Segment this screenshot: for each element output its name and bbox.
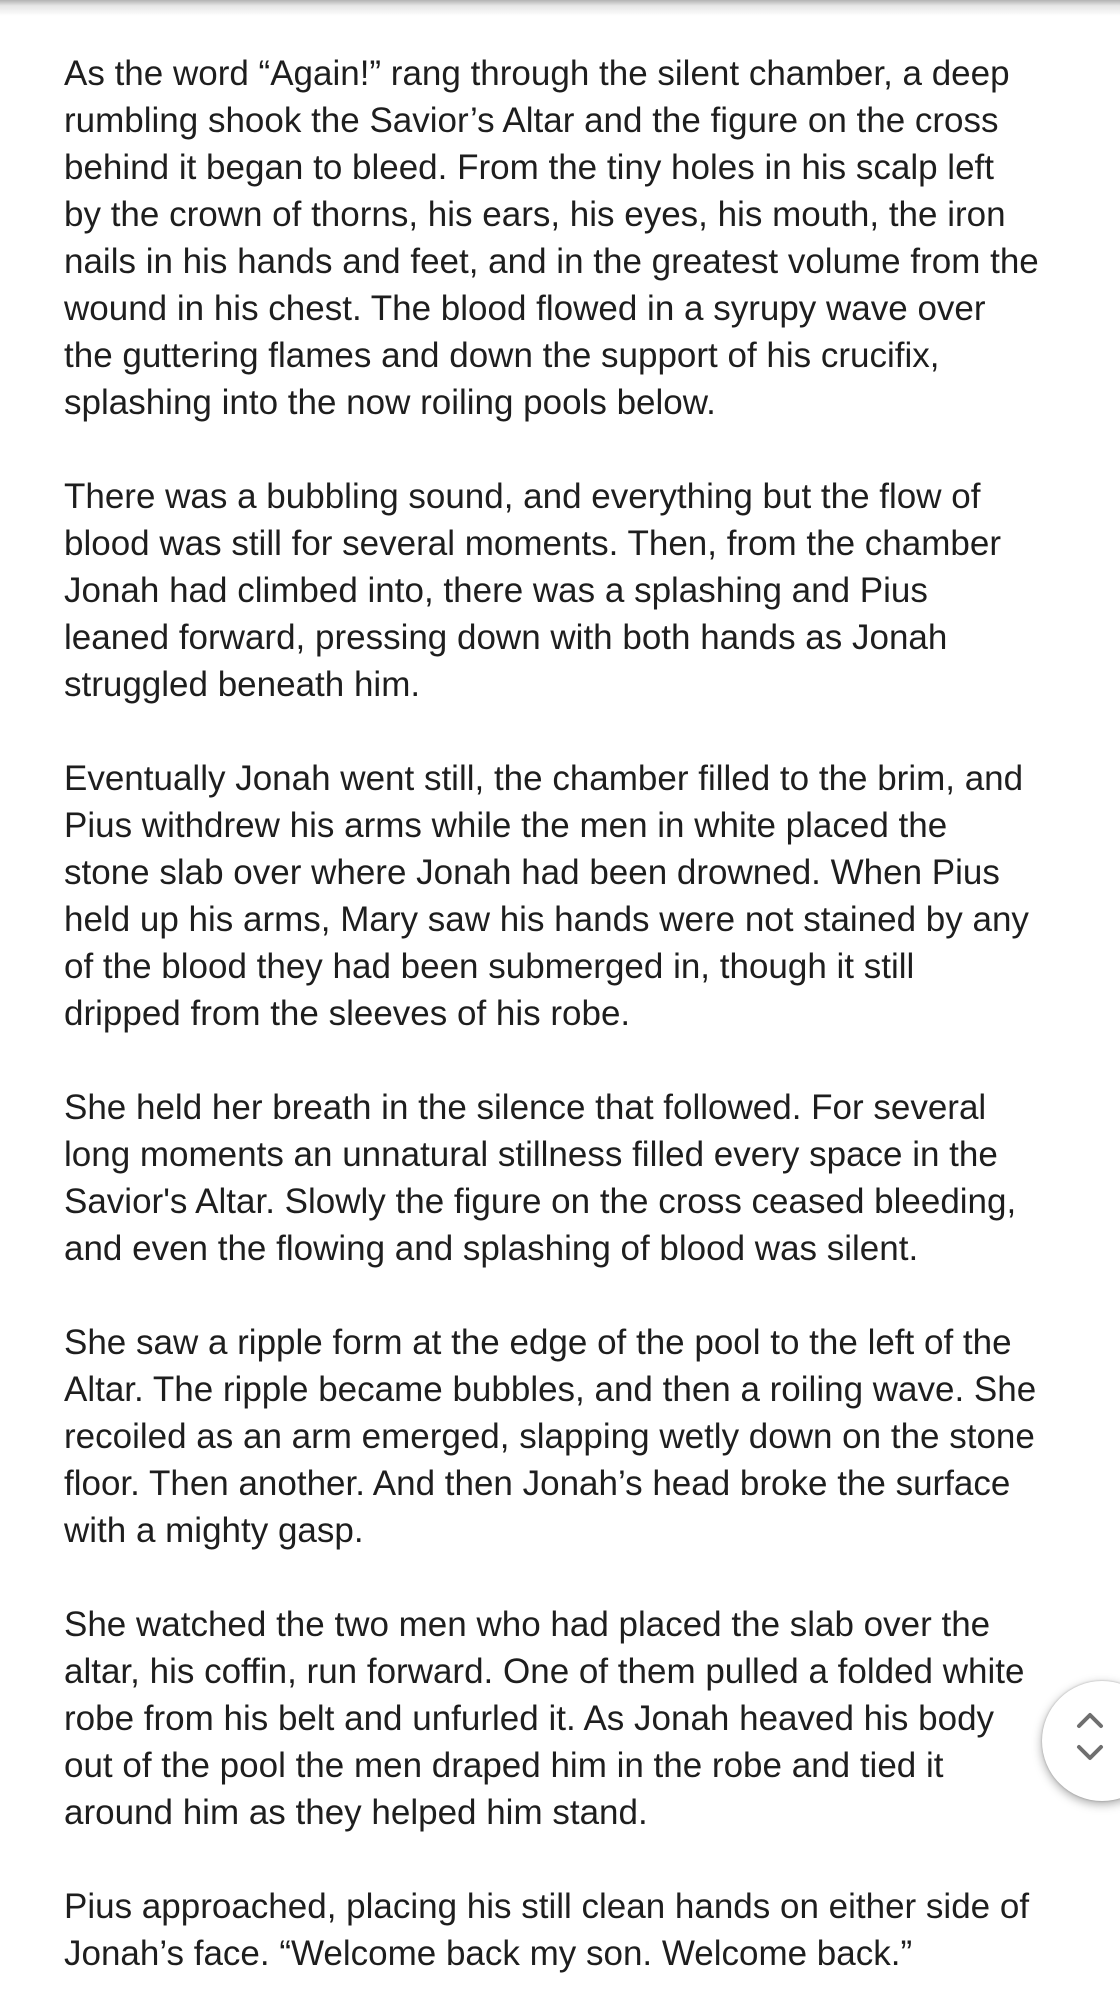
text-line: rumbling shook the Savior’s Altar and the figure on the cross <box>64 101 999 140</box>
text-line: long moments an unnatural stillness filled every space in the <box>64 1135 998 1174</box>
text-line: She watched the two men who had placed the slab over the <box>64 1605 991 1644</box>
text-line: She held her breath in the silence that followed. For several <box>64 1088 987 1127</box>
story-paragraph <box>64 1084 1064 1272</box>
text-line: and even the flowing and splashing of blood was silent. <box>64 1229 919 1268</box>
text-line: stone slab over where Jonah had been drowned. When Pius <box>64 853 1000 892</box>
text-line: behind it began to bleed. From the tiny holes in his scalp left <box>64 148 994 187</box>
text-line: around him as they helped him stand. <box>64 1793 648 1832</box>
text-line: held up his arms, Mary saw his hands were not stained by any <box>64 900 1029 939</box>
next-page-button[interactable] <box>1072 1738 1108 1768</box>
chevron-down-icon <box>1075 1743 1105 1763</box>
text-line: There was a bubbling sound, and everything but the flow of <box>64 477 981 516</box>
text-line: struggled beneath him. <box>64 665 421 704</box>
story-text <box>64 50 1064 2000</box>
text-line: robe from his belt and unfurled it. As Jonah heaved his body <box>64 1699 995 1738</box>
text-line: Pius withdrew his arms while the men in white placed the <box>64 806 948 845</box>
text-line: Eventually Jonah went still, the chamber filled to the brim, and <box>64 759 1024 798</box>
text-line: Savior's Altar. Slowly the figure on the cross ceased bleeding, <box>64 1182 1017 1221</box>
text-line: Jonah had climbed into, there was a splashing and Pius <box>64 571 928 610</box>
text-line: the guttering flames and down the support of his crucifix, <box>64 336 940 375</box>
previous-page-button[interactable] <box>1072 1705 1108 1735</box>
text-line: by the crown of thorns, his ears, his eyes, his mouth, the iron <box>64 195 1006 234</box>
story-paragraph <box>64 473 1064 708</box>
text-line: Jonah’s face. “Welcome back my son. Welcome back.” <box>64 1934 913 1973</box>
chevron-up-icon <box>1075 1710 1105 1730</box>
text-line: dripped from the sleeves of his robe. <box>64 994 631 1033</box>
text-line: Pius approached, placing his still clean hands on either side of <box>64 1887 1030 1926</box>
story-paragraph <box>64 1601 1064 1836</box>
text-line: nails in his hands and feet, and in the greatest volume from the <box>64 242 1039 281</box>
text-line: Altar. The ripple became bubbles, and then a roiling wave. She <box>64 1370 1037 1409</box>
text-line: She saw a ripple form at the edge of the pool to the left of the <box>64 1323 1012 1362</box>
text-line: As the word “Again!” rang through the silent chamber, a deep <box>64 54 1010 93</box>
text-line: of the blood they had been submerged in, though it still <box>64 947 915 986</box>
text-line: recoiled as an arm emerged, slapping wetly down on the stone <box>64 1417 1035 1456</box>
text-line: wound in his chest. The blood flowed in a syrupy wave over <box>64 289 986 328</box>
text-line: with a mighty gasp. <box>64 1511 364 1550</box>
story-paragraph <box>64 1319 1064 1554</box>
story-paragraph <box>64 50 1064 426</box>
text-line: floor. Then another. And then Jonah’s head broke the surface <box>64 1464 1011 1503</box>
text-line: altar, his coffin, run forward. One of them pulled a folded white <box>64 1652 1025 1691</box>
story-paragraph <box>64 755 1064 1037</box>
text-line: blood was still for several moments. Then, from the chamber <box>64 524 1001 563</box>
text-line: out of the pool the men draped him in the robe and tied it <box>64 1746 944 1785</box>
story-paragraph <box>64 1883 1064 1977</box>
top-shadow <box>0 0 1120 16</box>
text-line: splashing into the now roiling pools below. <box>64 383 716 422</box>
text-line: leaned forward, pressing down with both hands as Jonah <box>64 618 948 657</box>
